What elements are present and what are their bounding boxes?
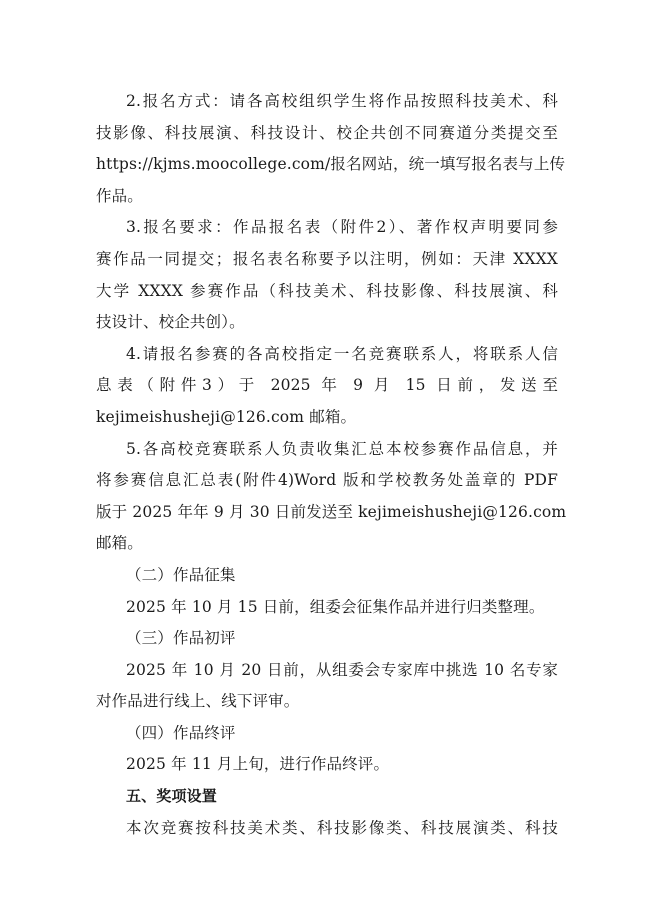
text-line: 本次竞赛按科技美术类、科技影像类、科技展演类、科技 [126, 818, 558, 837]
summary-submission-paragraph [96, 434, 567, 560]
awards-heading: 五、奖项设置 [126, 787, 217, 806]
text-line: 3.报名要求：作品报名表（附件2）、著作权声明要同参 [126, 218, 558, 237]
section-preliminary-heading: （三）作品初评 [126, 629, 236, 648]
text-line: 4.请报名参赛的各高校指定一名竞赛联系人，将联系人信 [126, 344, 558, 363]
text-line: 技设计、校企共创）。 [96, 313, 245, 332]
preliminary-paragraph [96, 655, 558, 718]
text-line: https://kjms.moocollege.com/报名网站，统一填写报名表与上传 [96, 155, 566, 174]
section-final-heading: （四）作品终评 [126, 723, 236, 742]
collection-paragraph [96, 592, 558, 624]
text-line: 将参赛信息汇总表(附件4)Word 版和学校教务处盖章的 PDF [96, 471, 558, 490]
text-line: 大学 XXXX 参赛作品（科技美术、科技影像、科技展演、科 [96, 281, 558, 300]
text-line: 赛作品一同提交；报名表名称要予以注明，例如：天津 XXXX [96, 249, 558, 268]
text-line: 2.报名方式：请各高校组织学生将作品按照科技美术、科 [126, 92, 558, 110]
text-line: 5.各高校竞赛联系人负责收集汇总本校参赛作品信息，并 [126, 439, 558, 458]
text-line: 2025 年 11 月上旬，进行作品终评。 [126, 755, 390, 774]
text-line: kejimeishusheji@126.com 邮箱。 [96, 407, 357, 426]
text-line: 2025 年 10 月 20 日前，从组委会专家库中挑选 10 名专家 [126, 660, 558, 679]
document-page [96, 86, 567, 844]
text-line: 技影像、科技展演、科技设计、校企共创不同赛道分类提交至 [96, 123, 558, 142]
text-line: 对作品进行线上、线下评审。 [96, 692, 300, 711]
text-line: 作品。 [96, 186, 143, 205]
section-collection-heading: （二）作品征集 [126, 565, 236, 584]
text-line: 邮箱。 [96, 534, 143, 553]
text-line: 2025 年 10 月 15 日前，组委会征集作品并进行归类整理。 [126, 597, 545, 616]
contact-designation-paragraph [96, 339, 558, 434]
text-line: 版于 2025 年年 9 月 30 日前发送至 kejimeishusheji@126.com [96, 502, 567, 521]
text-line: 息表（附件3）于 2025 年 9 月 15 日前，发送至 [96, 376, 558, 395]
registration-method-paragraph [96, 86, 566, 212]
registration-requirements-paragraph [96, 212, 558, 338]
final-paragraph [96, 749, 558, 781]
awards-paragraph [96, 813, 558, 845]
